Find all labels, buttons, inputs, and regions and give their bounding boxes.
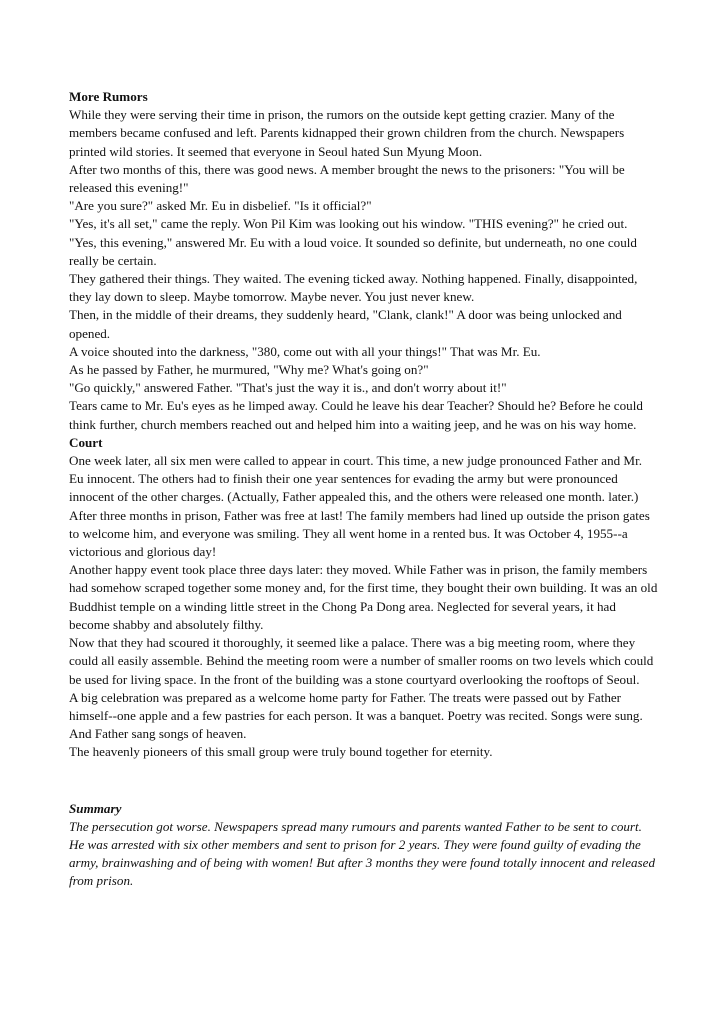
paragraph: They gathered their things. They waited. The evening ticked away. Nothing happened. Finally, disappointed, they lay down to sleep. Maybe tomorrow. Maybe never. You just never knew.: [69, 271, 638, 305]
paragraph: Another happy event took place three days later: they moved. While Father was in prison, the family members had somehow scraped together some money and, for the first time, they bought their own building. It was an old Buddhist temple on a winding little street in the Chong Pa Dong area. Neglected for several years, it had become shabby and absolutely filthy.: [69, 562, 658, 632]
paragraph: As he passed by Father, he murmured, "Why me? What's going on?": [69, 362, 429, 378]
paragraph: One week later, all six men were called to appear in court. This time, a new judge pronounced Father and Mr. Eu innocent. The others had to finish their one year sentences for evading the army but were pronounced innocent of the other charges. (Actually, Father appealed this, and the others were released one month. later.): [69, 453, 642, 505]
paragraph: Now that they had scoured it thoroughly, it seemed like a palace. There was a big meeting room, where they could all easily assemble. Behind the meeting room were a number of smaller rooms on two levels which could be used for living space. In the front of the building was a stone courtyard overlooking the rooftops of Seoul.: [69, 635, 654, 687]
paragraph: Tears came to Mr. Eu's eyes as he limped away. Could he leave his dear Teacher? Should he? Before he could think further, church members reached out and helped him into a waiting jeep, and he was on his way home.: [69, 398, 643, 432]
paragraph: A voice shouted into the darkness, "380, come out with all your things!" That was Mr. Eu.: [69, 343, 541, 359]
section-heading: More Rumors: [69, 89, 148, 104]
paragraph: "Yes, this evening," answered Mr. Eu with a loud voice. It sounded so definite, but underneath, no one could really be certain.: [69, 234, 637, 268]
paragraph: A big celebration was prepared as a welcome home party for Father. The treats were passed out by Father himself--one apple and a few pastries for each person. It was a banquet. Poetry was recited. Songs were sung. And Father sang songs of heaven.: [69, 689, 643, 742]
document-page: [69, 88, 659, 891]
paragraph: "Yes, it's all set," came the reply. Won Pil Kim was looking out his window. "THIS evening?" he cried out.: [69, 216, 628, 232]
paragraph: "Are you sure?" asked Mr. Eu in disbelief. "Is it official?": [69, 198, 372, 214]
section-heading: Court: [69, 434, 103, 450]
summary-text: The persecution got worse. Newspapers spread many rumours and parents wanted Father to be sent to court. He was arrested with six other members and sent to prison for 2 years. They were found guilty of evading the army, brainwashing and of being with women! But after 3 months they were found totally innocent and released from prison.: [69, 818, 656, 889]
paragraph: "Go quickly," answered Father. "That's just the way it is., and don't worry about it!": [69, 380, 507, 396]
paragraph: After three months in prison, Father was free at last! The family members had lined up outside the prison gates to welcome him, and everyone was smiling. They all went home in a rented bus. It was October 4, 1955--a victorious and glorious day!: [69, 507, 650, 560]
paragraph: Then, in the middle of their dreams, they suddenly heard, "Clank, clank!" A door was being unlocked and opened.: [69, 307, 622, 341]
paragraph: While they were serving their time in prison, the rumors on the outside kept getting crazier. Many of the members became confused and left. Parents kidnapped their grown children from the church. Newspapers printed wild stories. It seemed that everyone in Seoul hated Sun Myung Moon.: [69, 107, 625, 159]
summary-heading: Summary: [69, 800, 122, 816]
section-more-rumors: [69, 88, 659, 434]
section-court: [69, 434, 659, 762]
paragraph: After two months of this, there was good news. A member brought the news to the prisoners: "You will be released this evening!": [69, 161, 625, 196]
paragraph: The heavenly pioneers of this small group were truly bound together for eternity.: [69, 744, 493, 760]
section-summary: [69, 800, 659, 891]
